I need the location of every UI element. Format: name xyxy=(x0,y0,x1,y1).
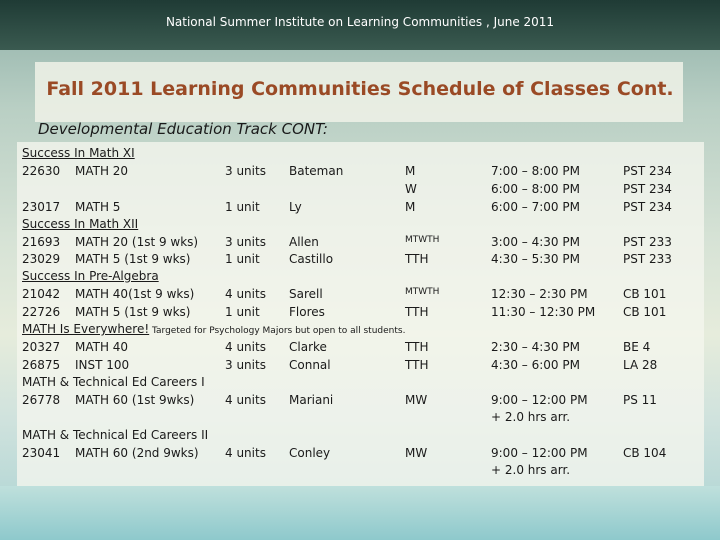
room: PST 233 xyxy=(623,252,672,266)
room: PST 234 xyxy=(623,164,672,178)
days: MW xyxy=(405,446,428,460)
room: CB 101 xyxy=(623,287,667,301)
units: 4 units xyxy=(225,446,266,460)
room: CB 104 xyxy=(623,446,667,460)
time: 4:30 – 6:00 PM xyxy=(491,358,580,372)
class-number: 23017 xyxy=(22,200,61,214)
days: M xyxy=(405,200,416,214)
units: 4 units xyxy=(225,340,266,354)
course-name: MATH 5 xyxy=(75,200,121,214)
time-note: + 2.0 hrs arr. xyxy=(491,463,571,477)
section-label-success-math-xi: Success In Math XI xyxy=(22,146,135,160)
course-name: MATH 5 (1st 9 wks) xyxy=(75,252,191,266)
class-number: 22630 xyxy=(22,164,61,178)
class-number: 22726 xyxy=(22,305,61,319)
time: 11:30 – 12:30 PM xyxy=(491,305,596,319)
time: 12:30 – 2:30 PM xyxy=(491,287,588,301)
units: 1 unit xyxy=(225,252,260,266)
section-label-success-math-xii: Success In Math XII xyxy=(22,217,139,231)
units: 3 units xyxy=(225,235,266,249)
instructor: Ly xyxy=(289,200,302,214)
room: BE 4 xyxy=(623,340,651,354)
course-name: MATH 20 (1st 9 wks) xyxy=(75,235,199,249)
days: TTH xyxy=(405,252,429,266)
units: 3 units xyxy=(225,358,266,372)
time: 6:00 – 8:00 PM xyxy=(491,182,580,196)
course-name: MATH 20 xyxy=(75,164,129,178)
units: 4 units xyxy=(225,287,266,301)
class-number: 21042 xyxy=(22,287,61,301)
course-name: INST 100 xyxy=(75,358,130,372)
room: PST 234 xyxy=(623,182,672,196)
days: TTH xyxy=(405,305,429,319)
instructor: Sarell xyxy=(289,287,323,301)
time: 4:30 – 5:30 PM xyxy=(491,252,580,266)
units: 1 unit xyxy=(225,200,260,214)
instructor: Mariani xyxy=(289,393,334,407)
class-number: 21693 xyxy=(22,235,61,249)
course-name: MATH 60 (1st 9wks) xyxy=(75,393,195,407)
section-label-math-tech-i: MATH & Technical Ed Careers I xyxy=(22,375,205,389)
days: MTWTH xyxy=(405,235,440,245)
class-number: 23041 xyxy=(22,446,61,460)
header-text: National Summer Institute on Learning Communities , June 2011 xyxy=(165,15,555,29)
background-water xyxy=(0,486,720,540)
time: 2:30 – 4:30 PM xyxy=(491,340,580,354)
room: CB 101 xyxy=(623,305,667,319)
time: 7:00 – 8:00 PM xyxy=(491,164,580,178)
instructor: Bateman xyxy=(289,164,344,178)
days: M xyxy=(405,164,416,178)
time: 9:00 – 12:00 PM xyxy=(491,446,588,460)
days: TTH xyxy=(405,340,429,354)
instructor: Clarke xyxy=(289,340,327,354)
section-label-math-everywhere: MATH Is Everywhere! xyxy=(22,322,150,336)
days: MW xyxy=(405,393,428,407)
instructor: Castillo xyxy=(289,252,334,266)
class-number: 26875 xyxy=(22,358,61,372)
days: MTWTH xyxy=(405,287,440,297)
course-name: MATH 40 xyxy=(75,340,129,354)
section-label-success-prealgebra: Success In Pre-Algebra xyxy=(22,269,159,283)
room: PST 233 xyxy=(623,235,672,249)
time-note: + 2.0 hrs arr. xyxy=(491,410,571,424)
room: LA 28 xyxy=(623,358,658,372)
instructor: Conley xyxy=(289,446,331,460)
track-subtitle: Developmental Education Track CONT: xyxy=(38,120,328,138)
class-number: 26778 xyxy=(22,393,61,407)
time: 3:00 – 4:30 PM xyxy=(491,235,580,249)
class-number: 23029 xyxy=(22,252,61,266)
units: 4 units xyxy=(225,393,266,407)
instructor: Allen xyxy=(289,235,319,249)
course-name: MATH 40(1st 9 wks) xyxy=(75,287,195,301)
section-label-math-tech-ii: MATH & Technical Ed Careers II xyxy=(22,428,209,442)
units: 1 unit xyxy=(225,305,260,319)
course-name: MATH 5 (1st 9 wks) xyxy=(75,305,191,319)
section-note: Targeted for Psychology Majors but open to all students. xyxy=(152,326,406,336)
page-title: Fall 2011 Learning Communities Schedule of Classes Cont. xyxy=(46,78,674,100)
class-number: 20327 xyxy=(22,340,61,354)
time: 9:00 – 12:00 PM xyxy=(491,393,588,407)
days: TTH xyxy=(405,358,429,372)
units: 3 units xyxy=(225,164,266,178)
time: 6:00 – 7:00 PM xyxy=(491,200,580,214)
course-name: MATH 60 (2nd 9wks) xyxy=(75,446,199,460)
room: PS 11 xyxy=(623,393,657,407)
room: PST 234 xyxy=(623,200,672,214)
days: W xyxy=(405,182,417,196)
instructor: Flores xyxy=(289,305,325,319)
instructor: Connal xyxy=(289,358,331,372)
